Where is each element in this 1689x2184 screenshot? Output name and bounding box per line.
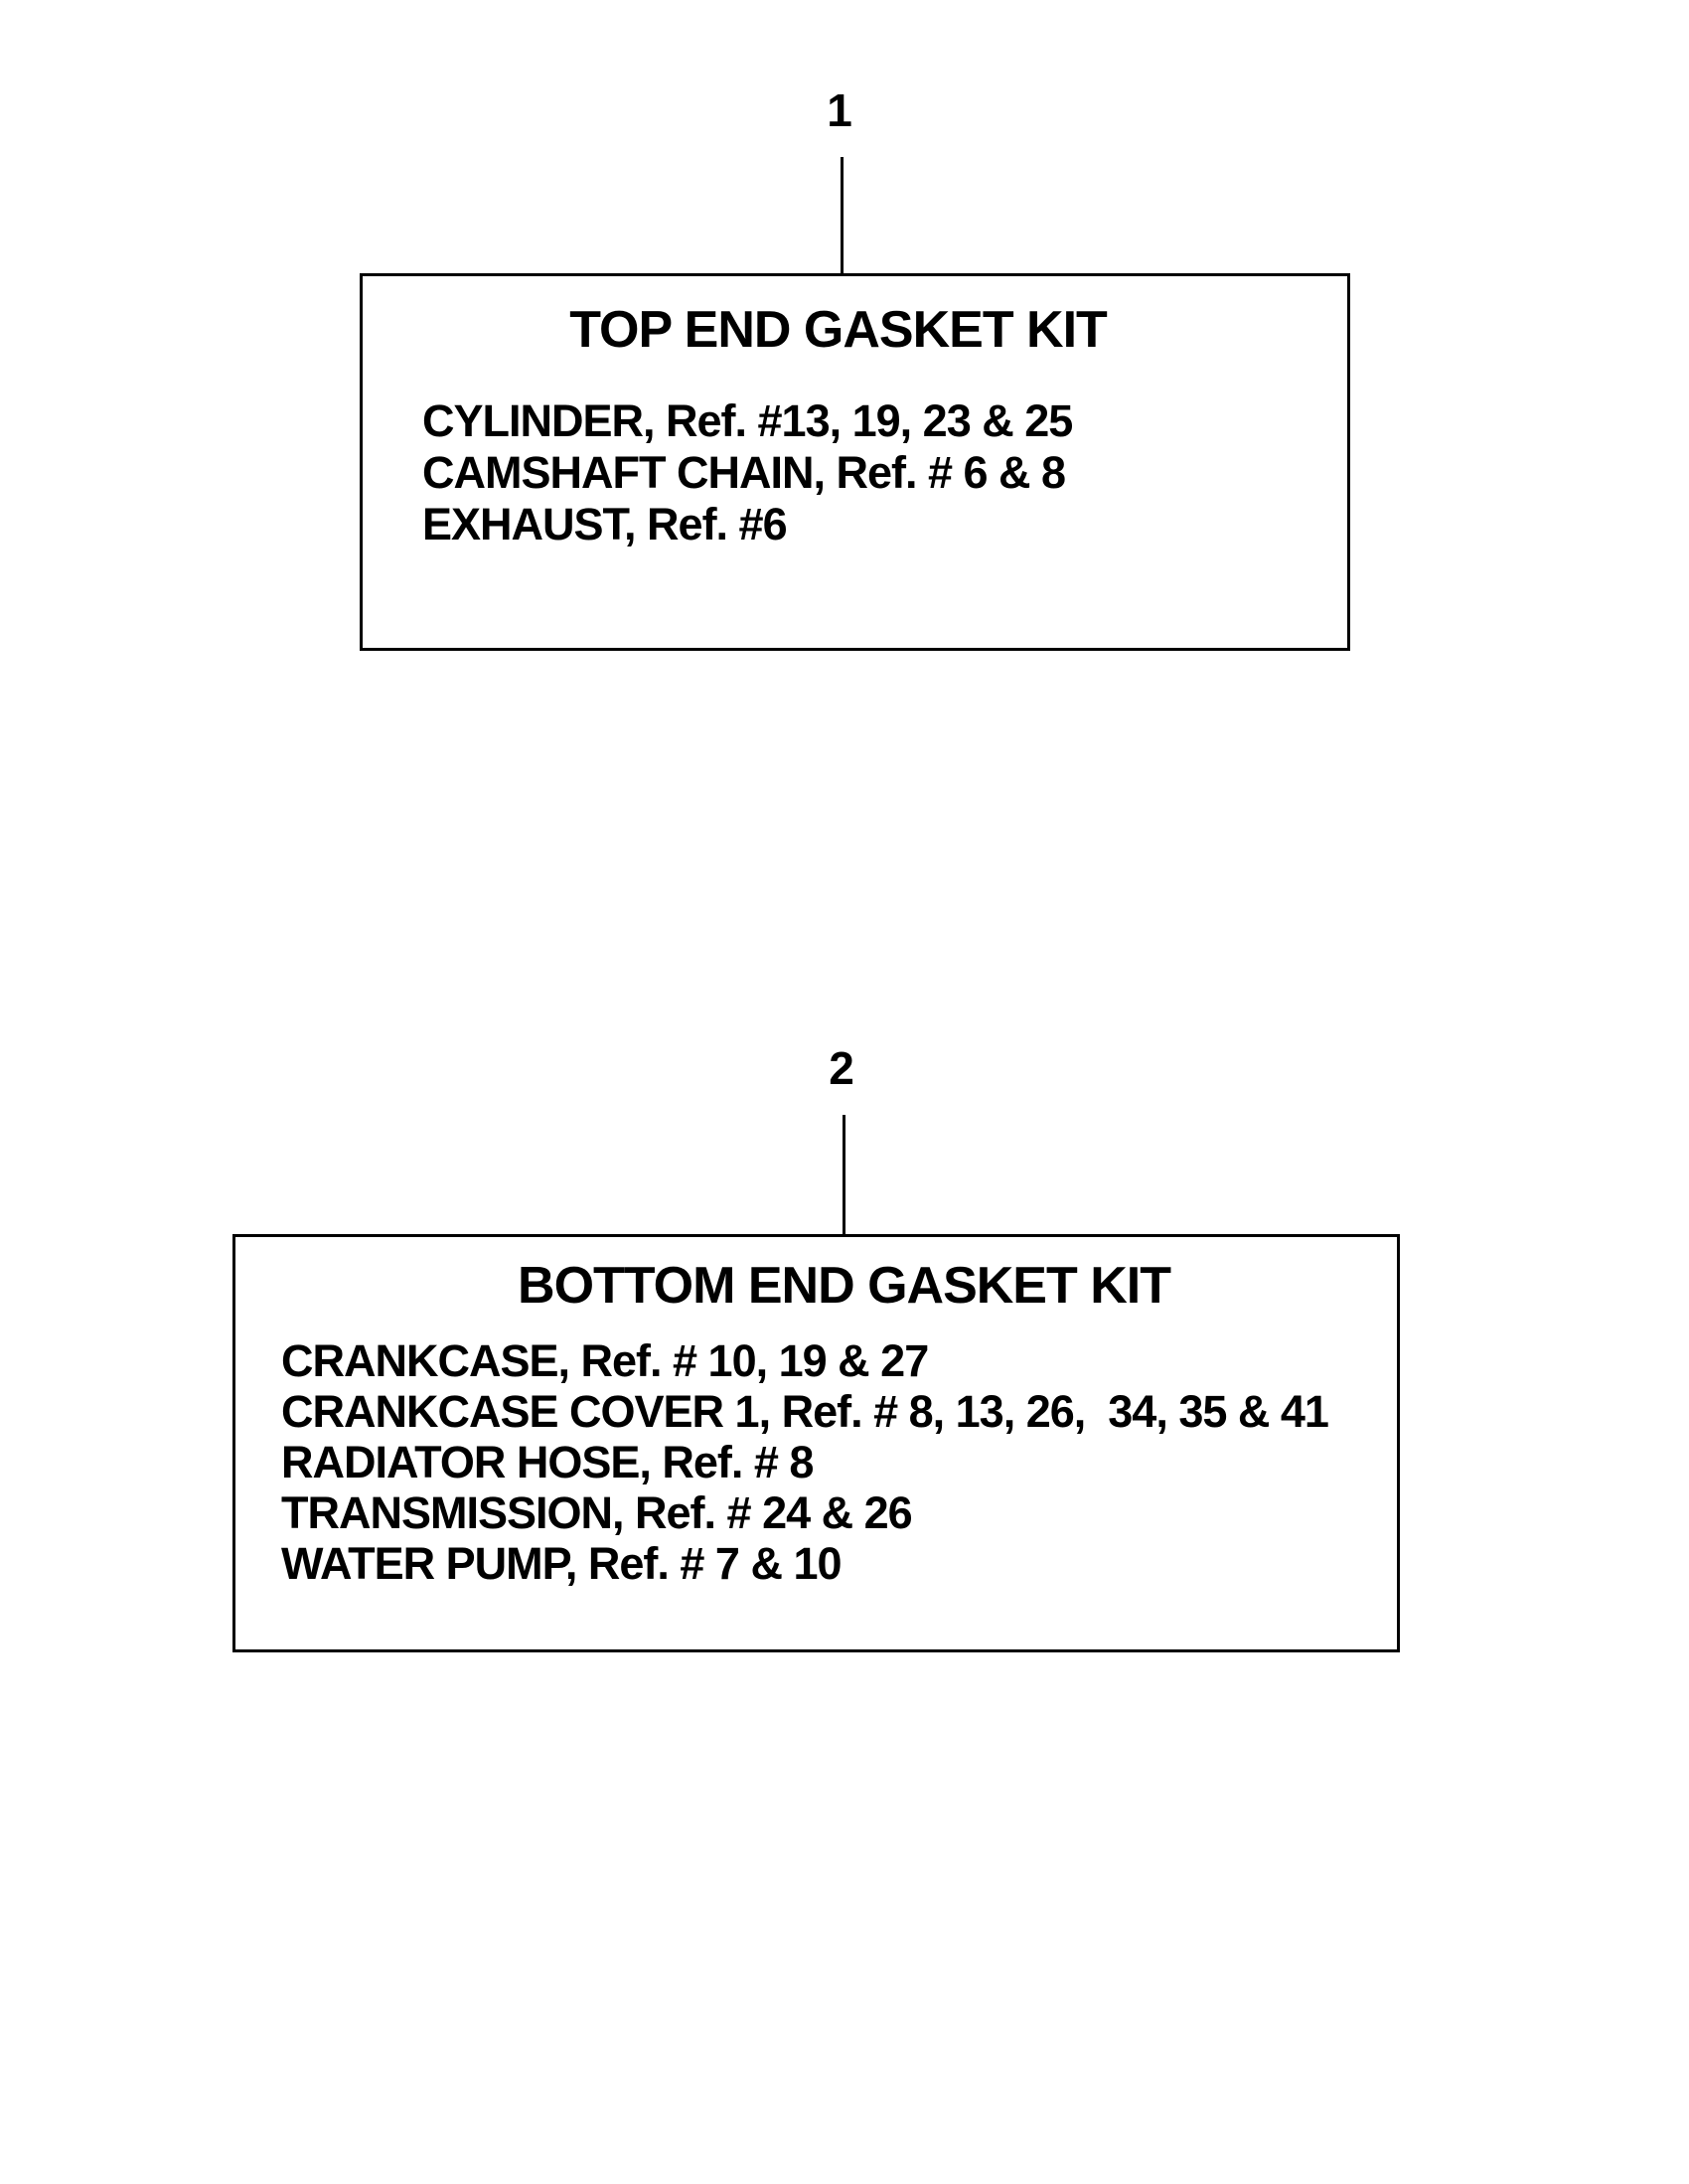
callout-leader-line-1 [841,157,844,275]
callout-number-1: 1 [827,84,852,136]
top-end-gasket-kit-title: TOP END GASKET KIT [569,301,1107,359]
kit-item: CRANKCASE, Ref. # 10, 19 & 27 [281,1335,929,1386]
kit-item: CAMSHAFT CHAIN, Ref. # 6 & 8 [422,447,1066,498]
top-end-gasket-kit-items [422,395,1347,550]
kit-item: CYLINDER, Ref. #13, 19, 23 & 25 [422,395,1073,446]
kit-item: EXHAUST, Ref. #6 [422,499,787,549]
kit-item: WATER PUMP, Ref. # 7 & 10 [281,1538,842,1589]
callout-leader-line-2 [843,1115,845,1234]
callout-number-2: 2 [829,1042,854,1094]
bottom-end-gasket-kit-box [232,1234,1400,1652]
kit-item: RADIATOR HOSE, Ref. # 8 [281,1437,814,1487]
kit-item: TRANSMISSION, Ref. # 24 & 26 [281,1487,912,1538]
top-end-gasket-kit-box [360,273,1350,651]
kit-item: CRANKCASE COVER 1, Ref. # 8, 13, 26, 34, 35 & 41 [281,1386,1328,1437]
bottom-end-gasket-kit-title: BOTTOM END GASKET KIT [518,1257,1170,1315]
bottom-end-gasket-kit-items [281,1335,1397,1589]
